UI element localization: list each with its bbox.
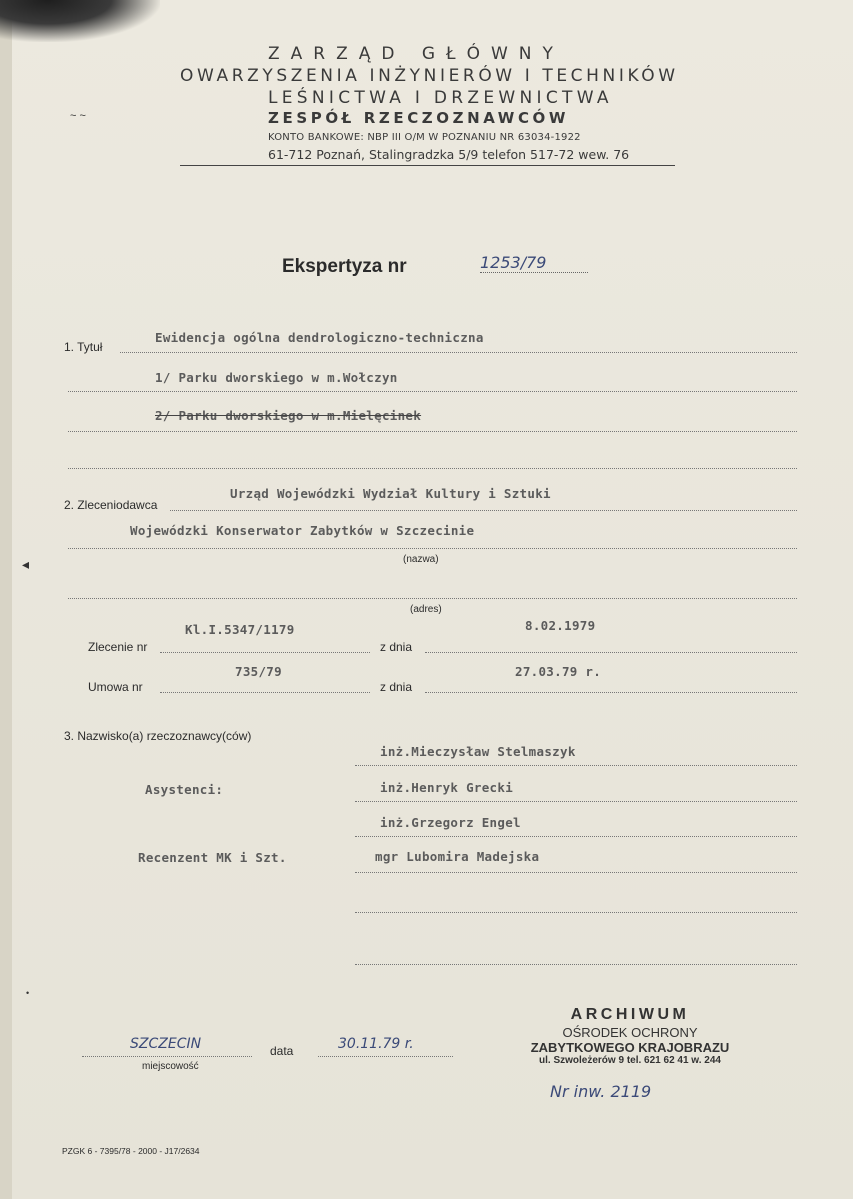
dotted-line [355,836,797,837]
contract-date: 27.03.79 r. [515,664,602,679]
dotted-line [355,872,797,873]
header-line-2: OWARZYSZENIA INŻYNIERÓW I TECHNIKÓW [180,66,679,86]
header-line-3: LEŚNICTWA I DRZEWNICTWA [268,88,613,108]
dotted-line [68,431,797,432]
place-caption: miejscowość [142,1061,199,1072]
binder-mark: ◂ [22,556,30,572]
document-title: Ekspertyza nr [282,256,407,277]
stamp-line-3: ZABYTKOWEGO KRAJOBRAZU [530,1040,730,1055]
dotted-line [318,1056,453,1057]
expert-3: inż.Grzegorz Engel [380,815,521,830]
header-rule [180,165,675,166]
dotted-line [170,510,797,511]
section-2-label: 2. Zleceniodawca [64,498,158,512]
header-line-1: ZARZĄD GŁÓWNY [268,44,564,64]
address-caption: (adres) [410,604,442,615]
expertise-number: 1253/79 [480,253,588,273]
expert-4: mgr Lubomira Madejska [375,849,540,864]
name-caption: (nazwa) [403,554,439,565]
print-code: PZGK 6 - 7395/78 - 2000 - J17/2634 [62,1146,200,1156]
dotted-line [68,391,797,392]
title-line-1: Ewidencja ogólna dendrologiczno-techniczna [155,330,484,345]
order-date: 8.02.1979 [525,618,596,633]
order-date-label: z dnia [380,640,413,654]
pen-scribble: ~ ~ [70,110,86,122]
contract-label: Umowa nr [88,680,143,694]
client-line-2: Wojewódzki Konserwator Zabytków w Szczecinie [130,523,475,538]
title-line-3-struck: 2/ Parku dworskiego w m.Mielęcinek [155,408,422,423]
assistants-label: Asystenci: [145,782,224,797]
stamp-line-4: ul. Szwoleżerów 9 tel. 621 62 41 w. 244 [539,1055,721,1066]
stamp-line-1: ARCHIWUM [570,1006,690,1023]
dotted-line [355,801,797,802]
dotted-line [120,352,797,353]
inventory-number: Nr inw. 2119 [550,1082,652,1101]
dotted-line [68,598,797,599]
dotted-line [68,548,797,549]
expert-2: inż.Henryk Grecki [380,780,514,795]
section-1-label: 1. Tytuł [64,340,103,354]
dotted-line [425,652,797,653]
dotted-line [425,692,797,693]
expert-1: inż.Mieczysław Stelmaszyk [380,744,576,759]
contract-date-label: z dnia [380,680,413,694]
archive-stamp [530,1006,730,1066]
dotted-line [355,765,797,766]
title-line-2: 1/ Parku dworskiego w m.Wołczyn [155,370,398,385]
dotted-line [68,468,797,469]
reviewer-label: Recenzent MK i Szt. [138,850,287,865]
stamp-line-2: OŚRODEK OCHRONY [562,1025,698,1040]
dotted-line [355,912,797,913]
header-bank-account: KONTO BANKOWE: NBP III O/M W POZNANIU NR 63034-1922 [268,132,581,143]
dotted-line [355,964,797,965]
place-value: SZCZECIN [130,1036,202,1052]
order-number: Kl.I.5347/1179 [185,622,295,637]
contract-number: 735/79 [235,664,282,679]
section-3-label: 3. Nazwisko(a) rzeczoznawcy(ców) [64,729,252,743]
dotted-line [160,692,370,693]
date-value: 30.11.79 r. [338,1036,414,1052]
header-line-4: ZESPÓŁ RZECZOZNAWCÓW [268,109,570,127]
client-line-1: Urząd Wojewódzki Wydział Kultury i Sztuki [230,486,551,501]
order-label: Zlecenie nr [88,640,148,654]
dotted-line [160,652,370,653]
torn-corner [0,0,160,42]
header-address: 61-712 Poznań, Stalingradzka 5/9 telefon 517-72 wew. 76 [268,147,630,162]
scan-edge [0,0,12,1199]
dotted-line [82,1056,252,1057]
date-label: data [270,1044,294,1058]
binder-mark: • [26,988,30,998]
